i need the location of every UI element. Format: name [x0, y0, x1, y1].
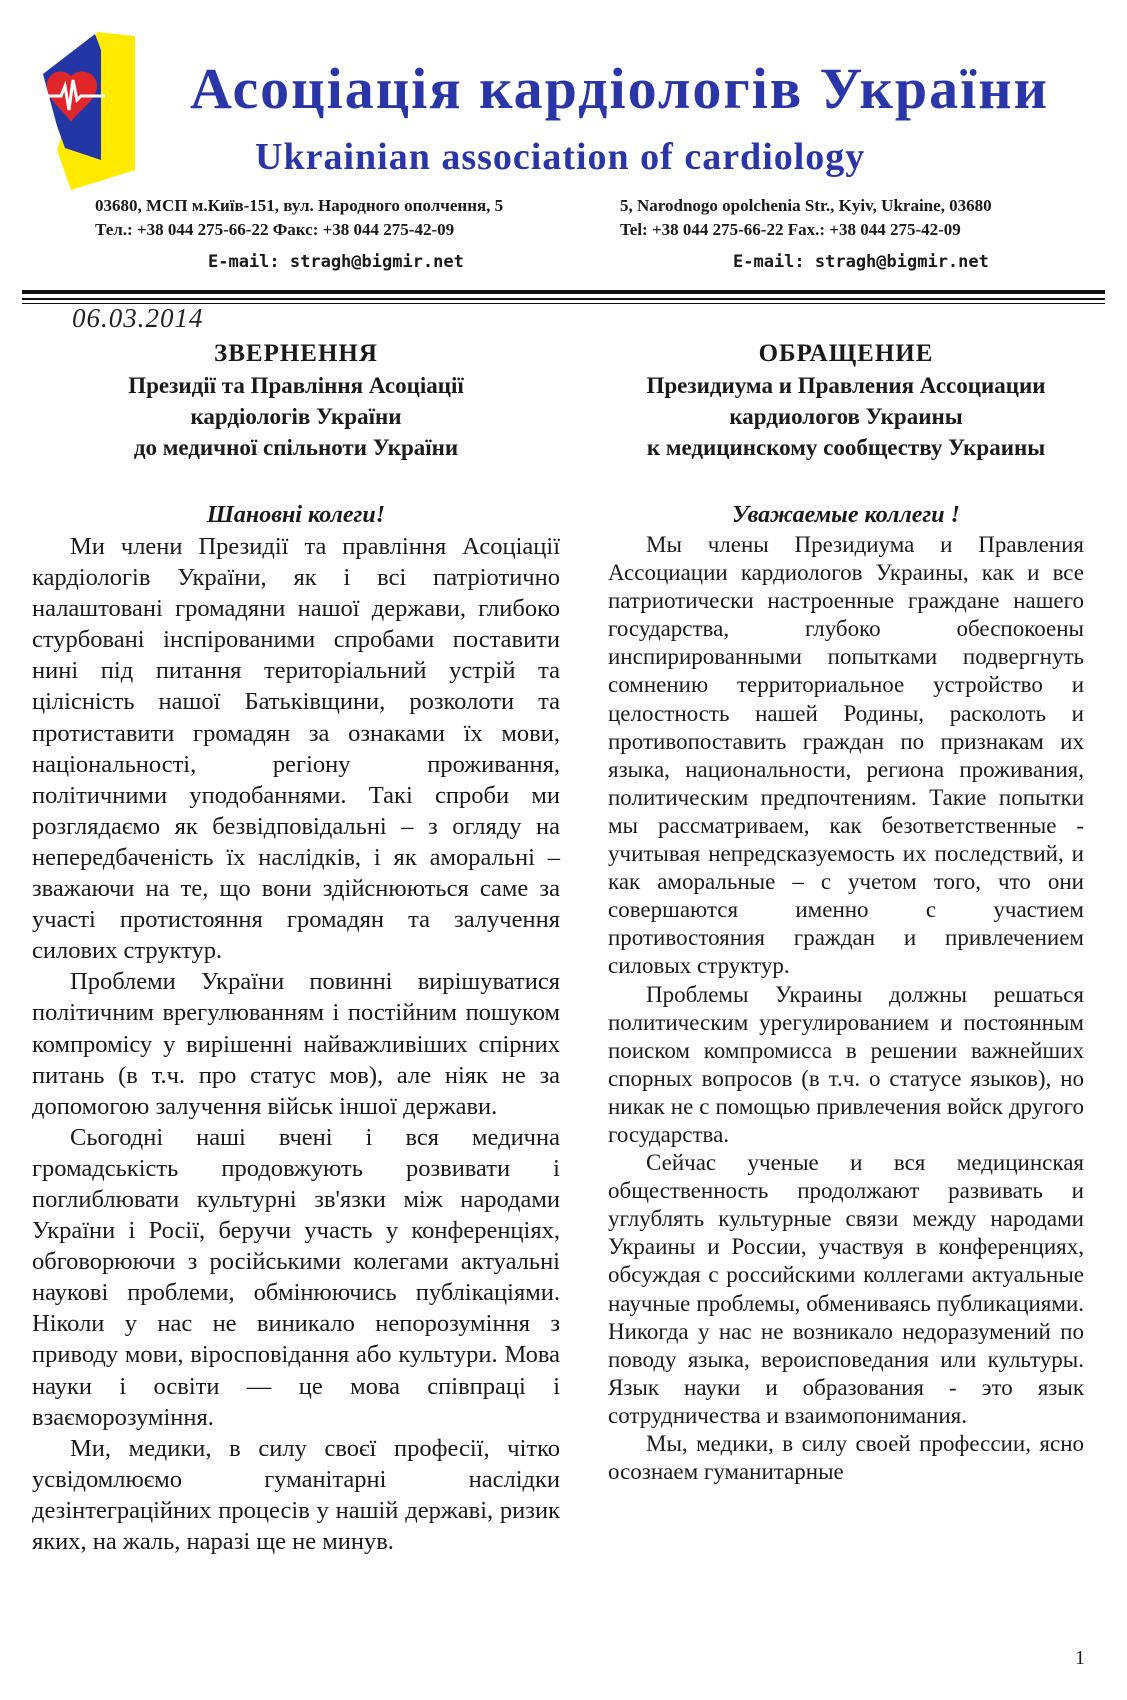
- address-english: [620, 194, 992, 242]
- ukrainian-column: [32, 338, 560, 1557]
- appeal-heading: [32, 338, 560, 463]
- body-paragraph: Сейчас ученые и вся медицинская общественность продолжают развивать и углублять культурные связи между народами Украины и России, участвуя в конференциях, обсуждая с российскими коллегами актуальные научные проблемы, обмениваясь публикациями. Никогда у нас не возникало недоразумений по поводу языка, вероисповедания или культуры. Язык науки и образования - это язык сотрудничества и взаимопонимания.: [608, 1150, 1084, 1428]
- heading-title: ЗВЕРНЕННЯ: [214, 340, 378, 367]
- address-ukrainian: [95, 194, 503, 242]
- appeal-body: [32, 531, 560, 1557]
- heading-line: до медичної спільноти України: [133, 435, 459, 460]
- header-divider: [22, 290, 1105, 294]
- email-ukrainian: E-mail: stragh@bigmir.net: [208, 252, 464, 272]
- russian-column: [608, 338, 1084, 1486]
- heading-line: кардіологів України: [190, 404, 402, 429]
- heart-logo-icon: [35, 30, 145, 190]
- body-paragraph: Сьогодні наші вчені і вся медична громадськість продовжують розвивати і поглиблювати культурні зв'язки між народами України і Росії, беручи участь у конференціях, обговорюючи з російськими колегами актуальні наукові проблеми, обмінюючись публікаціями. Ніколи у нас не виникало непорозуміння з приводу мови, віросповідання або культури. Мова науки і освіти — це мова співпраці і взаєморозуміння.: [32, 1123, 560, 1431]
- salutation: Шановні колеги!: [206, 502, 386, 528]
- heading-line: кардиологов Украины: [729, 404, 963, 429]
- heading-title: ОБРАЩЕНИЕ: [758, 340, 934, 367]
- heading-line: Президиума и Правления Ассоциации: [646, 373, 1046, 398]
- body-paragraph: Мы, медики, в силу своей профессии, ясно осознаем гуманитарные: [608, 1431, 1084, 1485]
- phone-line: Тел.: +38 044 275-66-22 Факс: +38 044 275-42-09: [95, 220, 455, 239]
- body-paragraph: Проблеми України повинні вирішуватися політичним врегулюванням і постійним пошуком компромісу у вирішенні найважливіших спірних питань (в т.ч. про статус мов), але ніяк не за допомогою залучення військ іншої держави.: [32, 968, 560, 1120]
- body-paragraph: Ми члени Президії та правління Асоціації кардіологів України, як і всі патріотично налаштовані громадяни нашої держави, глибоко стурбовані інспірованими спробами поставити нині під питання територіальний устрій та цілісність нашої Батьківщини, розколоти та протиставити громадян за ознаками їх мови, національності, регіону проживання, політичними уподобаннями. Такі спроби ми розглядаємо як безвідповідальні – з огляду на непередбаченість їх наслідків, і як аморальні – зважаючи на те, що вони здійснюються саме за участі протистояння громадян та залучення силових структур.: [32, 533, 560, 965]
- appeal-heading: [608, 338, 1084, 463]
- heading-line: к медицинскому сообществу Украины: [646, 435, 1046, 460]
- org-title-english: Ukrainian association of cardiology: [255, 136, 866, 178]
- address-line: 5, Narodnogo opolchenia Str., Kyiv, Ukraine, 03680: [620, 196, 992, 215]
- address-line: 03680, МСП м.Київ-151, вул. Народного ополчення, 5: [95, 196, 504, 215]
- page-number: 1: [1075, 1647, 1085, 1669]
- email-english: E-mail: stragh@bigmir.net: [733, 252, 989, 272]
- body-paragraph: Мы члены Президиума и Правления Ассоциации кардиологов Украины, как и все патриотически настроенные граждане нашего государства, глубоко обеспокоены инспирированными попытками подвергнуть сомнению территориальное устройство и целостность нашей Родины, расколоть и противопоставить граждан по признакам их языка, национальности, региона проживания, политическим предпочтениям. Такие попытки мы рассматриваем, как безответственные - учитывая непредсказуемость их последствий, и как аморальные – с учетом того, что они совершаются именно с участием противостояния граждан и привлечением силовых структур.: [608, 532, 1084, 979]
- header-divider: [22, 298, 1105, 300]
- org-title-ukrainian: Асоціація кардіологів України: [190, 56, 1050, 121]
- body-paragraph: Проблемы Украины должны решаться политическим урегулированием и постоянным поиском компромисса в решении важнейших спорных вопросов (в т.ч. о статусе языков), но никак не с помощью привлечения войск другого государства.: [608, 981, 1084, 1147]
- heading-line: Президії та Правління Асоціації: [128, 373, 464, 398]
- letter-date: 06.03.2014: [72, 303, 204, 333]
- body-paragraph: Ми, медики, в силу своєї професії, чітко усвідомлюємо гуманітарні наслідки дезінтеграційних процесів у нашій державі, ризик яких, на жаль, наразі ще не минув.: [32, 1434, 560, 1555]
- appeal-body: [608, 531, 1084, 1486]
- phone-line: Tel: +38 044 275-66-22 Fax.: +38 044 275-42-09: [620, 220, 961, 239]
- salutation: Уважаемые коллеги !: [732, 502, 960, 528]
